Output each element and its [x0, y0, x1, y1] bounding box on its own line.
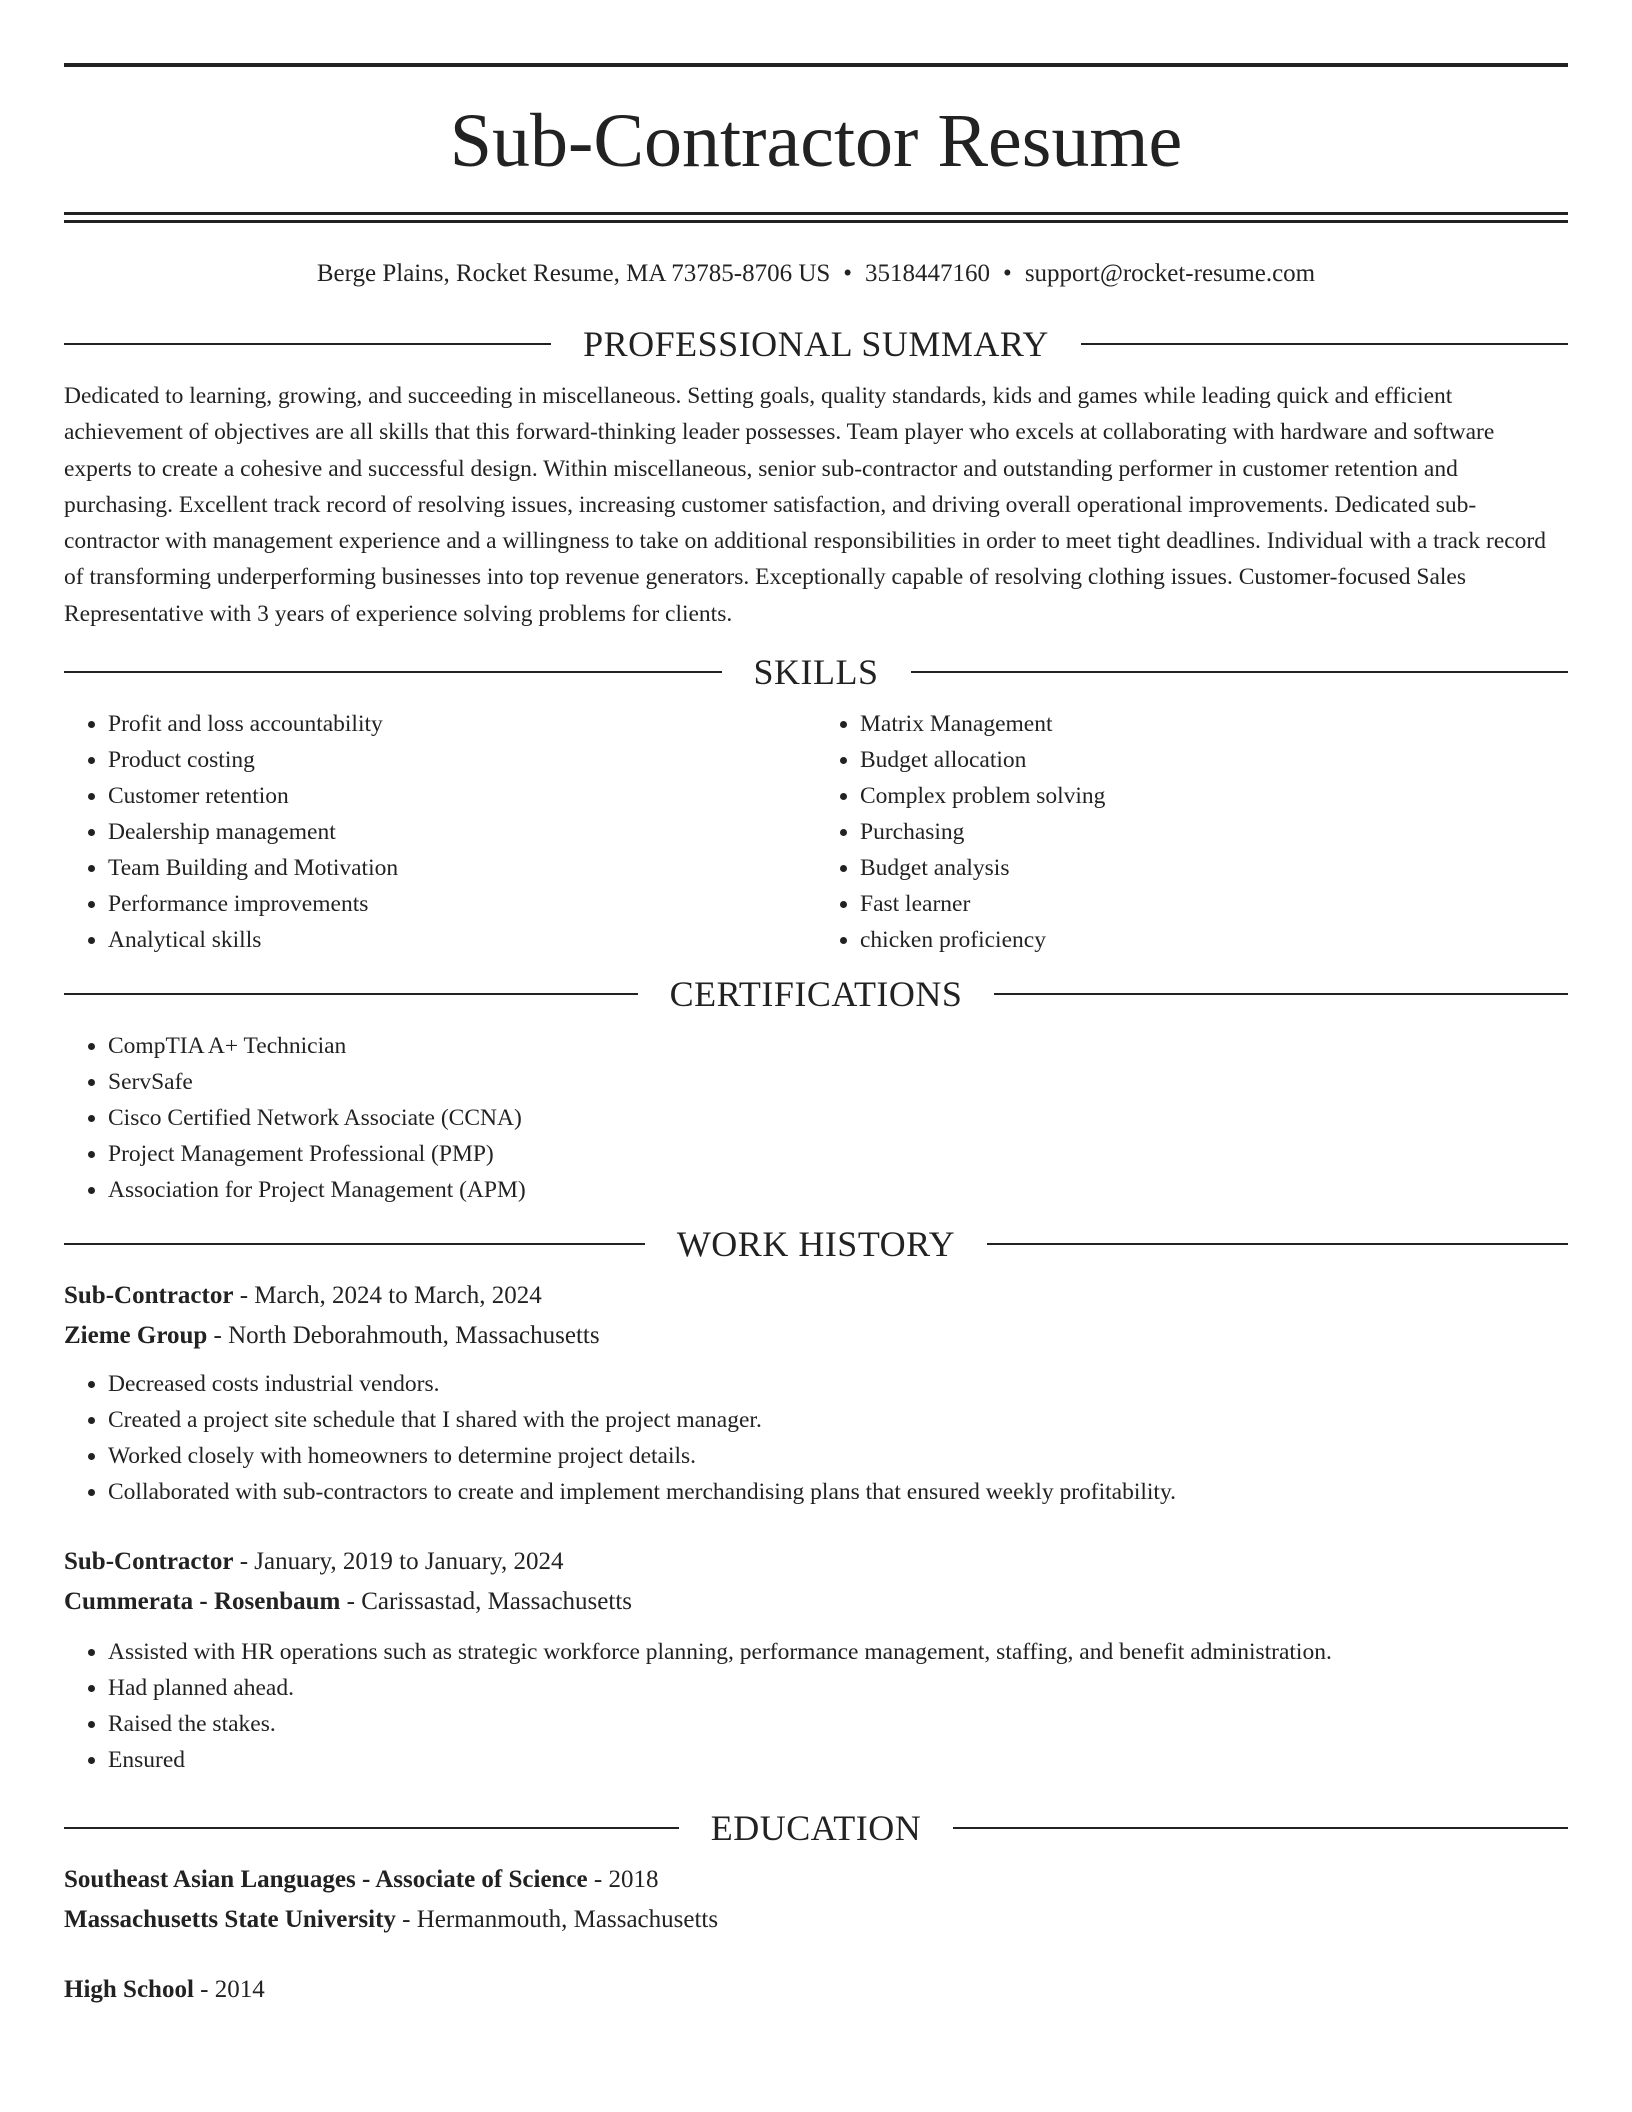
contact-email: support@rocket-resume.com: [1024, 260, 1316, 287]
section-heading-education: [64, 1806, 1568, 1850]
job-title-line: [64, 1276, 1568, 1316]
skill-item: • Profit and loss accountability: [108, 706, 816, 742]
contact-separator: •: [843, 260, 853, 287]
education-year: - 2018: [587, 1866, 659, 1894]
heading-rule: [1081, 343, 1568, 345]
job-title: Sub-Contractor: [64, 1282, 234, 1310]
skills-list-right: [816, 706, 1568, 958]
heading-rule: [64, 1827, 679, 1829]
heading-rule: [64, 671, 722, 673]
skills-list-left: [64, 706, 816, 958]
job-bullet: • Assisted with HR operations such as strategic workforce planning, performance management, staffing, and benefit administration.: [108, 1634, 1568, 1670]
resume-page: [64, 0, 1568, 2010]
heading-rule: [64, 1243, 645, 1245]
education-degree: High School: [64, 1976, 194, 2004]
section-heading-work-history: [64, 1222, 1568, 1266]
skill-item: • Complex problem solving: [860, 778, 1568, 814]
heading-rule: [953, 1827, 1568, 1829]
contact-phone: 3518447160: [865, 260, 991, 287]
heading-label: SKILLS: [753, 652, 879, 693]
job-dates: - January, 2019 to January, 2024: [233, 1548, 564, 1576]
education-entry: [64, 1860, 1568, 1940]
job-entry: [64, 1542, 1568, 1778]
job-company-line: [64, 1316, 1568, 1356]
heading-label: WORK HISTORY: [676, 1224, 956, 1265]
skill-item: • chicken proficiency: [860, 922, 1568, 958]
certification-item: • Cisco Certified Network Associate (CCNA): [108, 1100, 1568, 1136]
skill-item: • Dealership management: [108, 814, 816, 850]
certification-item: • ServSafe: [108, 1064, 1568, 1100]
skill-item: • Budget analysis: [860, 850, 1568, 886]
contact-separator: •: [1003, 260, 1012, 287]
top-rule: [64, 63, 1568, 67]
skill-item: • Customer retention: [108, 778, 816, 814]
heading-rule: [911, 671, 1569, 673]
section-heading-summary: [64, 322, 1568, 366]
heading-label: CERTIFICATIONS: [669, 974, 963, 1015]
job-bullets: [64, 1634, 1568, 1778]
title-double-rule: [64, 212, 1568, 223]
section-heading-skills: [64, 650, 1568, 694]
heading-rule: [64, 993, 638, 995]
education-entry: [64, 1970, 1568, 2010]
job-dates: - March, 2024 to March, 2024: [233, 1282, 542, 1310]
education-school: Massachusetts State University: [64, 1906, 396, 1934]
education-degree: Southeast Asian Languages - Associate of Science: [64, 1866, 588, 1894]
skill-item: • Team Building and Motivation: [108, 850, 816, 886]
resume-title: Sub-Contractor Resume: [449, 99, 1183, 183]
job-bullet: • Collaborated with sub-contractors to create and implement merchandising plans that ensured weekly profitability.: [108, 1474, 1568, 1510]
job-bullet: • Worked closely with homeowners to determine project details.: [108, 1438, 1568, 1474]
education-degree-line: [64, 1860, 1568, 1900]
education-school-line: [64, 1900, 1568, 1940]
certification-item: • CompTIA A+ Technician: [108, 1028, 1568, 1064]
certifications-list: [64, 1028, 1568, 1208]
skill-item: • Purchasing: [860, 814, 1568, 850]
heading-rule: [64, 343, 551, 345]
job-company-line: [64, 1582, 1568, 1622]
skill-item: • Budget allocation: [860, 742, 1568, 778]
skill-item: • Matrix Management: [860, 706, 1568, 742]
job-bullet: • Had planned ahead.: [108, 1670, 1568, 1706]
heading-label: PROFESSIONAL SUMMARY: [583, 324, 1049, 364]
job-bullets: [64, 1366, 1568, 1510]
heading-label: EDUCATION: [710, 1808, 922, 1849]
job-location: - Carissastad, Massachusetts: [340, 1588, 632, 1616]
heading-rule: [994, 993, 1568, 995]
skill-item: • Product costing: [108, 742, 816, 778]
education-location: - Hermanmouth, Massachusetts: [395, 1906, 719, 1934]
education-degree-line: [64, 1970, 1568, 2010]
skill-item: • Analytical skills: [108, 922, 816, 958]
job-title-line: [64, 1542, 1568, 1582]
job-bullet: • Raised the stakes.: [108, 1706, 1568, 1742]
summary-text: Dedicated to learning, growing, and succeeding in miscellaneous. Setting goals, quality standards, kids and games while leading quick and efficient achievement of objectives are all skills that this forward-thinking leader possesses. Team player who excels at collaborating with hardware and software experts to create a cohesive and successful design. Within miscellaneous, senior sub-contractor and outstanding performer in customer retention and purchasing. Excellent track record of resolving issues, increasing customer satisfaction, and driving overall operational improvements. Dedicated sub-contractor with management experience and a willingness to take on additional responsibilities in order to meet tight deadlines. Individual with a track record of transforming underperforming businesses into top revenue generators. Exceptionally capable of resolving clothing issues. Customer-focused Sales Representative with 3 years of experience solving problems for clients.: [64, 383, 1547, 627]
contact-line: [64, 256, 1568, 292]
certification-item: • Project Management Professional (PMP): [108, 1136, 1568, 1172]
certification-item: • Association for Project Management (APM): [108, 1172, 1568, 1208]
job-bullet: • Ensured: [108, 1742, 1568, 1778]
job-entry: [64, 1276, 1568, 1510]
skill-item: • Fast learner: [860, 886, 1568, 922]
skills-columns: [64, 706, 1568, 958]
heading-rule: [987, 1243, 1568, 1245]
job-bullet: • Decreased costs industrial vendors.: [108, 1366, 1568, 1402]
job-location: - North Deborahmouth, Massachusetts: [207, 1322, 600, 1350]
education-year: - 2014: [193, 1976, 265, 2004]
skill-item: • Performance improvements: [108, 886, 816, 922]
contact-address: Berge Plains, Rocket Resume, MA 73785-8706 US: [316, 260, 831, 287]
job-company: Cummerata - Rosenbaum: [64, 1588, 341, 1616]
section-heading-certifications: [64, 972, 1568, 1016]
job-bullet: • Created a project site schedule that I shared with the project manager.: [108, 1402, 1568, 1438]
job-title: Sub-Contractor: [64, 1548, 234, 1576]
job-company: Zieme Group: [64, 1322, 208, 1350]
